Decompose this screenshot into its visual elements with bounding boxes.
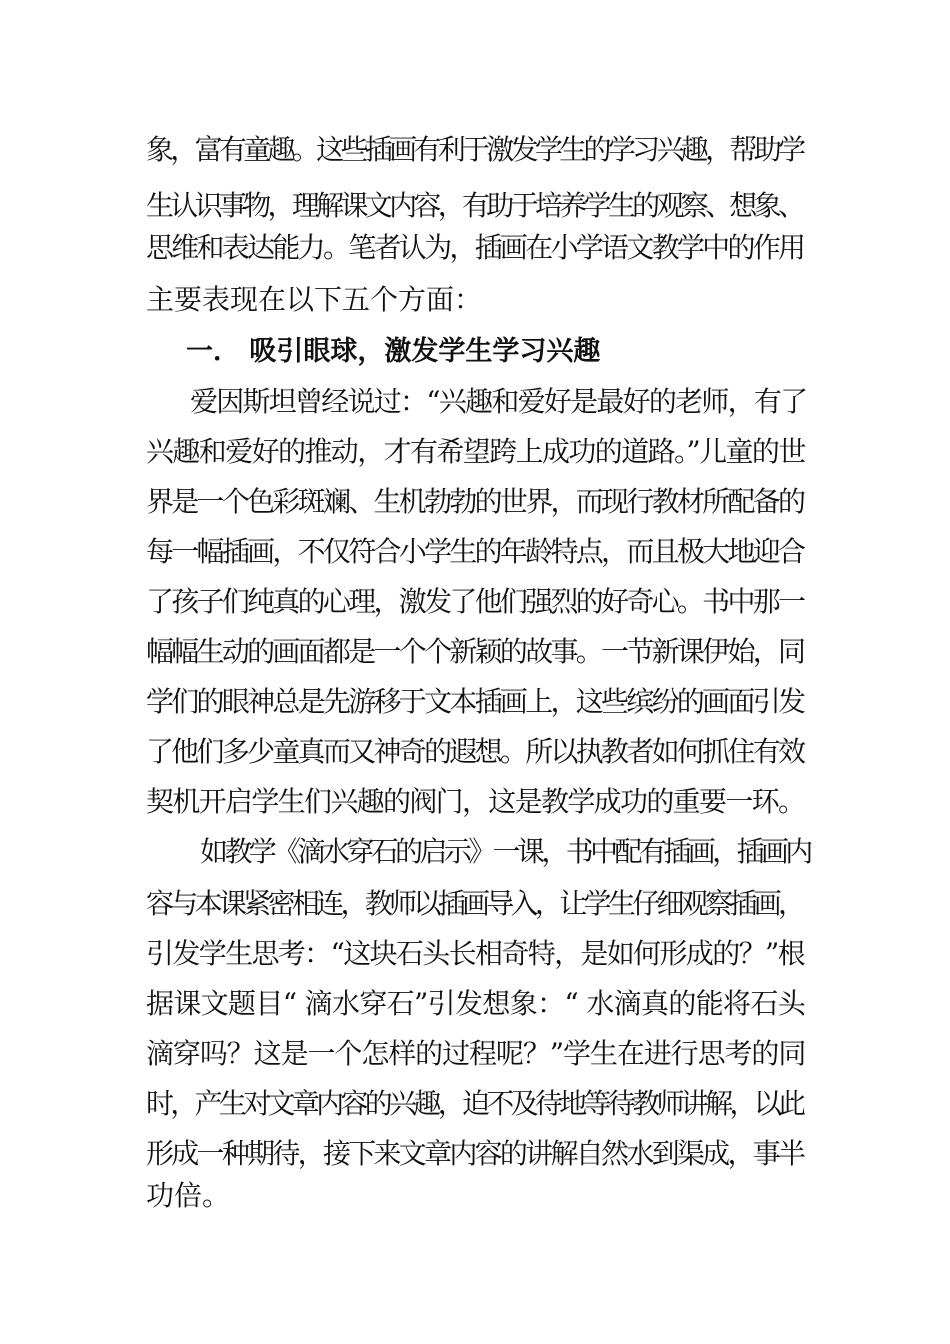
text-line: 滴穿吗？这是一个怎样的过程呢？”学生在进行思考的同 [146,1037,806,1070]
text-line: 契机开启学生们兴趣的阀门，这是教学成功的重要一环。 [146,785,805,818]
text-line: 容与本课紧密相连，教师以插画导入，让学生仔细观察插画， [146,887,803,920]
text-line: 时，产生对文章内容的兴趣，迫不及待地等待教师讲解，以此 [146,1087,803,1120]
text-line: 据课文题目“ 滴水穿石”引发想象：“ 水滴真的能将石头 [146,987,806,1020]
text-line: 思维和表达能力。笔者认为，插画在小学语文教学中的作用 [146,231,804,264]
text-line: 如教学《滴水穿石的启示》一课，书中配有插画，插画内 [200,835,810,868]
text-line: 兴趣和爱好的推动，才有希望跨上成功的道路。”儿童的世 [146,435,805,468]
text-line: 爱因斯坦曾经说过：“兴趣和爱好是最好的老师，有了 [190,385,807,418]
text-line: 每一幅插画，不仅符合小学生的年龄特点，而且极大地迎合 [146,535,804,568]
text-line: 象，富有童趣。这些插画有利于激发学生的学习兴趣，帮助学 [146,133,803,166]
text-line: 功倍。 [146,1179,231,1212]
text-line: 幅幅生动的画面都是一个个新颖的故事。一节新课伊始，同 [146,635,804,668]
text-line: 生认识事物，理解课文内容，有助于培养学生的观察、想象、 [146,189,803,222]
text-line: 引发学生思考：“这块石头长相奇特，是如何形成的？”根 [146,937,804,970]
text-line: 了孩子们纯真的心理，激发了他们强烈的好奇心。书中那一 [146,585,804,618]
text-line: 了他们多少童真而又神奇的遐想。所以执教者如何抓住有效 [146,735,804,768]
text-line: 学们的眼神总是先游移于文本插画上，这些缤纷的画面引发 [146,685,804,718]
section-heading: 一． 吸引眼球，激发学生学习兴趣 [186,336,601,367]
text-line: 形成一种期待，接下来文章内容的讲解自然水到渠成，事半 [146,1137,804,1170]
text-line: 主要表现在以下五个方面： [146,283,483,316]
text-line: 界是一个色彩斑斓、生机勃勃的世界，而现行教材所配备的 [146,485,804,518]
